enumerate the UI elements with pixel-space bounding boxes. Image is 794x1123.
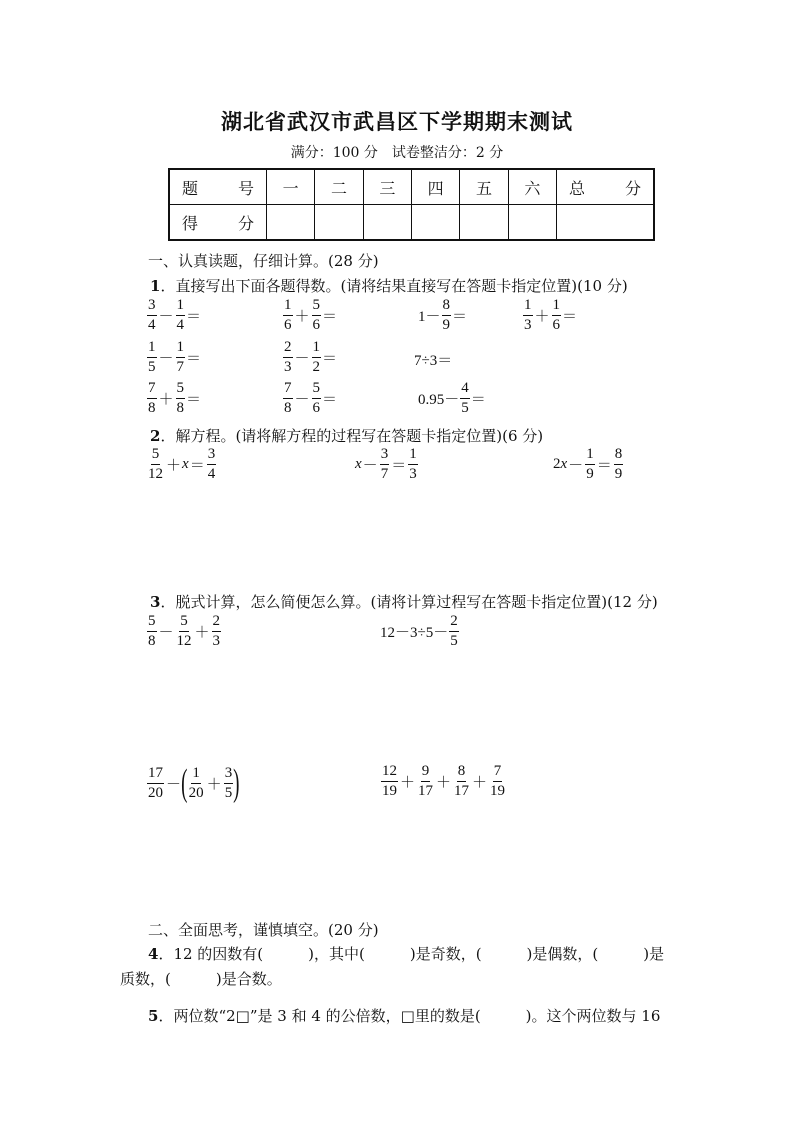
q1-item-10: 0.95－ $\frac{4}{5}$ ＝	[418, 380, 486, 416]
q1-item-9: $\frac{7}{8}$ － $\frac{5}{6}$ ＝	[284, 380, 338, 416]
question-1	[150, 275, 628, 296]
score-table-col-2: 二	[315, 169, 363, 205]
question-text: ．解方程。(请将解方程的过程写在答题卡指定位置)(6 分)	[160, 427, 544, 445]
section1-heading: 一、认真读题，仔细计算。(28 分)	[148, 252, 379, 270]
q1-item-4: $\frac{1}{3}$ ＋ $\frac{1}{6}$ ＝	[524, 297, 578, 333]
score-cell	[557, 205, 655, 241]
q1-item-5: $\frac{1}{5}$ － $\frac{1}{7}$ ＝	[148, 339, 202, 375]
q1-item-7: 7÷3＝	[414, 353, 453, 369]
score-table-label-score: 得 分	[169, 205, 267, 241]
score-table	[168, 168, 655, 241]
question-3	[150, 591, 658, 612]
q1-item-1: $\frac{3}{4}$ － $\frac{1}{4}$ ＝	[148, 297, 202, 333]
q1-item-6: $\frac{2}{3}$ － $\frac{1}{2}$ ＝	[284, 339, 338, 375]
score-table-col-4: 四	[411, 169, 459, 205]
page-title: 湖北省武汉市武昌区下学期期末测试	[221, 109, 573, 134]
score-cell	[315, 205, 363, 241]
score-cell	[267, 205, 315, 241]
score-table-col-3: 三	[363, 169, 411, 205]
score-table-header-row	[169, 169, 654, 205]
score-table-col-total: 总 分	[557, 169, 655, 205]
q1-item-8: $\frac{7}{8}$ ＋ $\frac{5}{8}$ ＝	[148, 380, 202, 416]
question-number: 2	[150, 427, 161, 445]
score-table-label-question-number: 题 号	[169, 169, 267, 205]
q1-item-2: $\frac{1}{6}$ ＋ $\frac{5}{6}$ ＝	[284, 297, 338, 333]
section2-heading: 二、全面思考，谨慎填空。(20 分)	[148, 921, 379, 939]
question-2	[150, 425, 543, 446]
score-table-col-1: 一	[267, 169, 315, 205]
q2-equation-1: $\frac{5}{12}$ ＋ x ＝ $\frac{3}{4}$	[148, 446, 216, 482]
question-number: 3	[150, 593, 161, 611]
question-number: 1	[150, 277, 161, 295]
page-subtitle: 满分：100 分 试卷整洁分：2 分	[290, 145, 504, 161]
score-cell	[411, 205, 459, 241]
score-cell	[363, 205, 411, 241]
score-cell	[460, 205, 508, 241]
question-4-line-2: 质数，( )是合数。	[120, 970, 282, 988]
question-text: ．直接写出下面各题得数。(请将结果直接写在答题卡指定位置)(10 分)	[160, 277, 628, 295]
question-4-line-1: 4．12 的因数有( )，其中( )是奇数，( )是偶数，( )是	[148, 945, 665, 963]
question-text: ．脱式计算，怎么简便怎么算。(请将计算过程写在答题卡指定位置)(12 分)	[160, 593, 658, 611]
q2-equation-3: 2 x － $\frac{1}{9}$ ＝ $\frac{8}{9}$	[553, 446, 623, 482]
q3-expression-4: $\frac{12}{19}$ ＋ $\frac{9}{17}$ ＋ $\frac{8}{17}$ ＋ $\frac{7}{19}$	[382, 763, 506, 799]
score-cell	[508, 205, 556, 241]
question-number: 5	[148, 1007, 159, 1025]
q1-item-3: 1－ $\frac{8}{9}$ ＝	[418, 297, 468, 333]
score-table-score-row	[169, 205, 654, 241]
q3-expression-1: $\frac{5}{8}$ － $\frac{5}{12}$ ＋ $\frac{2}{3}$	[148, 613, 221, 649]
q2-equation-2: x － $\frac{3}{7}$ ＝ $\frac{1}{3}$	[355, 446, 417, 482]
q3-expression-3: $\frac{17}{20}$ － ( $\frac{1}{20}$ ＋ $\frac{3}{5}$ )	[148, 762, 240, 804]
question-number: 4	[148, 945, 159, 963]
score-table-col-5: 五	[460, 169, 508, 205]
question-5-line-1: 5．两位数“2□”是 3 和 4 的公倍数，□里的数是( )。这个两位数与 16	[148, 1007, 661, 1025]
score-table-col-6: 六	[508, 169, 556, 205]
q3-expression-2: 12－3÷5－ $\frac{2}{5}$	[380, 613, 458, 649]
